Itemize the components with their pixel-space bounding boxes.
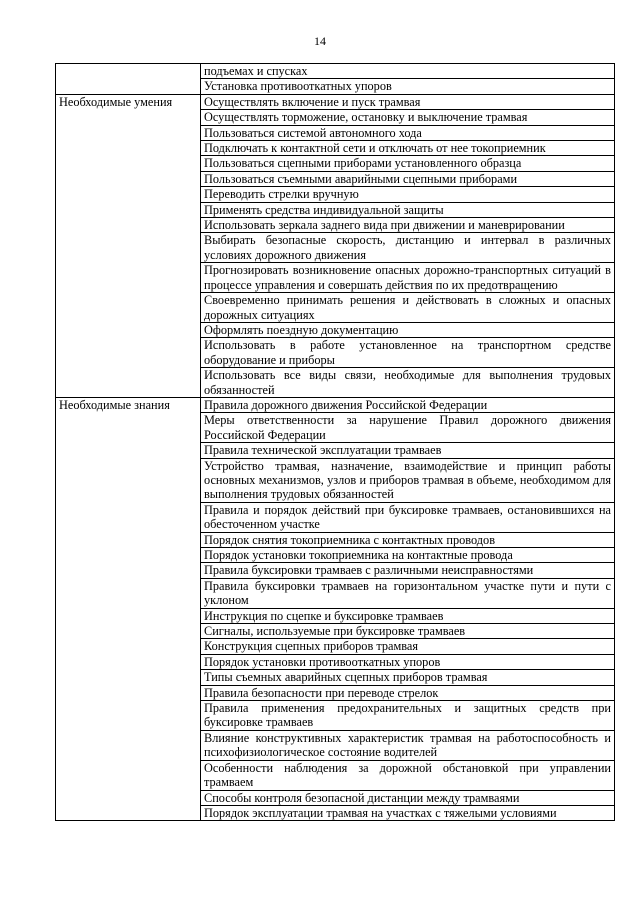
knowledge-item: Порядок установки противооткатных упоров bbox=[201, 654, 615, 669]
skills-item: Пользоваться съемными аварийными сцепными приборами bbox=[201, 171, 615, 186]
skills-item: Переводить стрелки вручную bbox=[201, 187, 615, 202]
skills-item: Прогнозировать возникновение опасных дорожно-транспортных ситуаций в процессе управления и совершать действия по их предотвращению bbox=[201, 263, 615, 293]
knowledge-item: Порядок установки токоприемника на контактные провода bbox=[201, 548, 615, 563]
knowledge-item: Устройство трамвая, назначение, взаимодействие и принцип работы основных механизмов, узлов и приборов трамвая в объеме, необходимом для выполнения трудовых обязанностей bbox=[201, 458, 615, 502]
continued-label bbox=[56, 64, 201, 95]
knowledge-item: Способы контроля безопасной дистанции между трамваями bbox=[201, 790, 615, 805]
table-row bbox=[56, 397, 615, 412]
requirements-table bbox=[55, 63, 615, 821]
continued-item: подъемах и спусках bbox=[201, 64, 615, 79]
knowledge-item: Порядок эксплуатации трамвая на участках с тяжелыми условиями bbox=[201, 805, 615, 820]
table-row bbox=[56, 94, 615, 109]
skills-item: Своевременно принимать решения и действовать в сложных и опасных дорожных ситуациях bbox=[201, 293, 615, 323]
knowledge-item: Конструкция сцепных приборов трамвая bbox=[201, 639, 615, 654]
page-number: 14 bbox=[314, 34, 326, 48]
knowledge-item: Правила применения предохранительных и защитных средств при буксировке трамваев bbox=[201, 701, 615, 731]
knowledge-item: Меры ответственности за нарушение Правил дорожного движения Российской Федерации bbox=[201, 413, 615, 443]
knowledge-item: Инструкция по сцепке и буксировке трамваев bbox=[201, 608, 615, 623]
knowledge-item: Особенности наблюдения за дорожной обстановкой при управлении трамваем bbox=[201, 760, 615, 790]
knowledge-item: Правила технической эксплуатации трамваев bbox=[201, 443, 615, 458]
continued-item: Установка противооткатных упоров bbox=[201, 79, 615, 94]
knowledge-item: Влияние конструктивных характеристик трамвая на работоспособность и психофизиологическое состояние водителей bbox=[201, 730, 615, 760]
knowledge-item: Сигналы, используемые при буксировке трамваев bbox=[201, 624, 615, 639]
skills-item: Выбирать безопасные скорость, дистанцию и интервал в различных условиях дорожного движения bbox=[201, 233, 615, 263]
skills-item: Осуществлять торможение, остановку и выключение трамвая bbox=[201, 110, 615, 125]
skills-label: Необходимые умения bbox=[56, 94, 201, 397]
knowledge-item: Правила безопасности при переводе стрелок bbox=[201, 685, 615, 700]
knowledge-item: Порядок снятия токоприемника с контактных проводов bbox=[201, 532, 615, 547]
skills-item: Применять средства индивидуальной защиты bbox=[201, 202, 615, 217]
skills-item: Использовать в работе установленное на транспортном средстве оборудование и приборы bbox=[201, 338, 615, 368]
skills-item: Осуществлять включение и пуск трамвая bbox=[201, 94, 615, 109]
skills-item: Использовать все виды связи, необходимые для выполнения трудовых обязанностей bbox=[201, 368, 615, 398]
skills-item: Подключать к контактной сети и отключать от нее токоприемник bbox=[201, 141, 615, 156]
skills-item: Оформлять поездную документацию bbox=[201, 322, 615, 337]
table-row bbox=[56, 64, 615, 79]
knowledge-item: Правила дорожного движения Российской Федерации bbox=[201, 397, 615, 412]
knowledge-item: Типы съемных аварийных сцепных приборов трамвая bbox=[201, 670, 615, 685]
knowledge-label: Необходимые знания bbox=[56, 397, 201, 820]
knowledge-item: Правила буксировки трамваев с различными неисправностями bbox=[201, 563, 615, 578]
knowledge-item: Правила буксировки трамваев на горизонтальном участке пути и пути с уклоном bbox=[201, 578, 615, 608]
skills-item: Использовать зеркала заднего вида при движении и маневрировании bbox=[201, 218, 615, 233]
knowledge-item: Правила и порядок действий при буксировке трамваев, остановившихся на обесточенном участке bbox=[201, 502, 615, 532]
skills-item: Пользоваться сцепными приборами установленного образца bbox=[201, 156, 615, 171]
skills-item: Пользоваться системой автономного хода bbox=[201, 125, 615, 140]
